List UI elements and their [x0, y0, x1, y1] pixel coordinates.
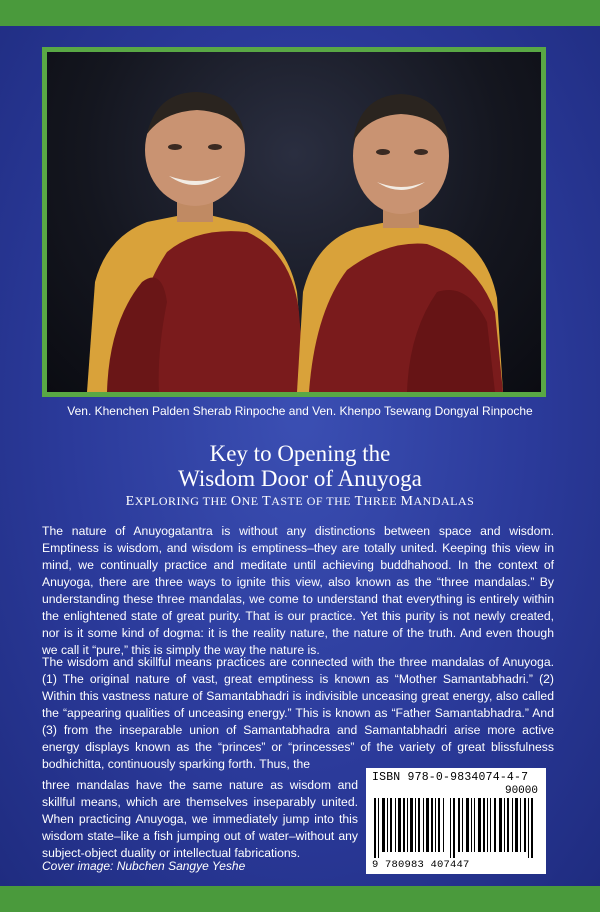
photo-caption: Ven. Khenchen Palden Sherab Rinpoche and Ven. Khenpo Tsewang Dongyal Rinpoche — [67, 404, 533, 418]
subtitle-part: T — [262, 494, 272, 509]
ean-digits: 9 780983 407447 — [372, 859, 470, 871]
portrait-illustration — [47, 52, 541, 392]
subtitle-part: M — [400, 494, 414, 509]
isbn-barcode — [366, 768, 546, 874]
cover-image-credit: Cover image: Nubchen Sangye Yeshe — [42, 859, 246, 873]
isbn-number: ISBN 978-0-9834074-4-7 — [372, 771, 529, 784]
subtitle-part: NE — [241, 494, 263, 508]
left-monk-figure — [87, 92, 305, 392]
subtitle-part: E — [125, 494, 135, 509]
portrait-photo — [47, 52, 541, 392]
description-paragraph-2: The wisdom and skillful means practices are connected with the three mandalas of Anuyoga. (1) The original nature of vast, great emptiness is known as “Mother Samantabhadri.” (2) Within this vastness nature of Samantabhadri is indivisible unceasing great energy, also called the “appearing qualities of unceasing energy.” This is known as “Father Samantabhadra.” And (3) from the inseparable union of Samantabhadra and Samantabhadri arise more active energy displays known as the “princes” or “princesses” of the variety of great blissfulness bodhichitta, continuously sparking forth. Thus, the — [42, 655, 554, 771]
photo-frame — [42, 47, 546, 397]
barcode-bars — [374, 798, 538, 858]
book-subtitle — [0, 494, 600, 510]
subtitle-part: HREE — [363, 494, 401, 508]
price-code: 90000 — [504, 785, 538, 797]
book-title-line-1: Key to Opening the — [209, 441, 391, 466]
subtitle-part: T — [354, 494, 364, 509]
subtitle-part: ASTE OF THE — [271, 494, 355, 508]
description-paragraph-3: three mandalas have the same nature as wisdom and skillful means, which are themselves inseparably united. When practicing Anuyoga, we immediately jump into this wisdom state–like a fish jumping out of water–without any subject-object duality or intellectual fabrications. — [42, 778, 358, 860]
description-paragraph-1: The nature of Anuyogatantra is without any distinctions between space and wisdom. Emptiness is wisdom, and wisdom is emptiness–they are totally united. Keeping this view in mind, we continually practice and meditate until achieving buddhahood. In the context of Anuyoga, there are three ways to ignite this view, also known as the “three mandalas.” By understanding these three mandalas, we come to understand that everything is entirely within the enlightened state of great purity. That is our practice. Yet this purity is not newly created, nor is it some kind of dogma: it is the reality nature, the nature of the truth. And even though we call it “pure,” this is simply the way the nature is. — [42, 524, 554, 657]
book-title-line-2: Wisdom Door of Anuyoga — [178, 466, 422, 491]
book-title — [0, 441, 600, 491]
subtitle-part: O — [231, 494, 242, 509]
right-monk-figure — [297, 94, 503, 392]
subtitle-part: ANDALAS — [413, 494, 475, 508]
subtitle-part: XPLORING THE — [134, 494, 231, 508]
